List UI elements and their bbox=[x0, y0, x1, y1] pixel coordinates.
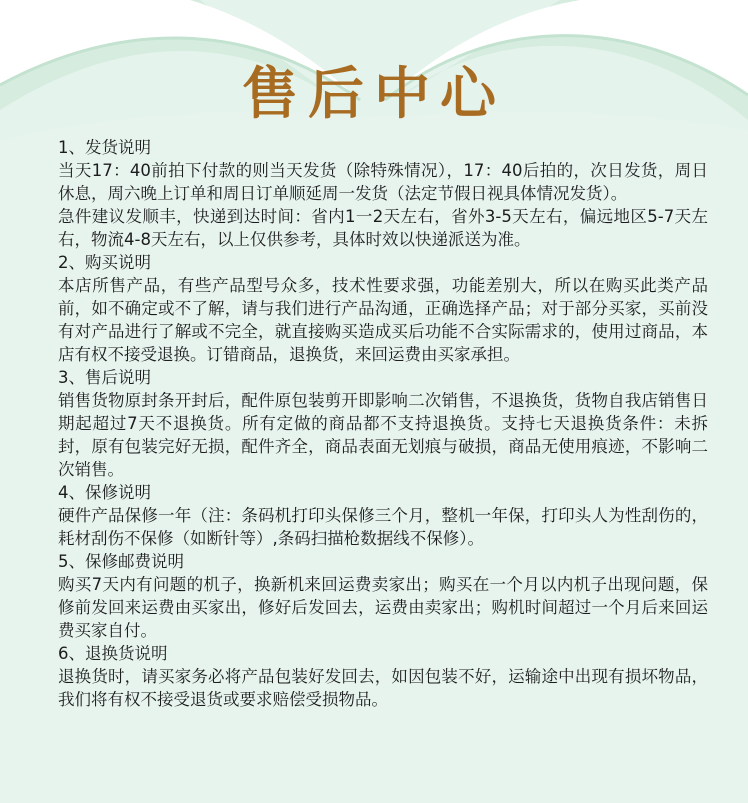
section-heading: 4、保修说明 bbox=[58, 483, 151, 502]
section-warranty bbox=[58, 481, 708, 550]
section-shipping bbox=[58, 136, 708, 251]
section-paragraph: 急件建议发顺丰，快递到达时间：省内1一2天左右，省外3-5天左右，偏远地区5-7天左右，物流4-8天左右，以上仅供参考，具体时效以快递派送为准。 bbox=[58, 207, 708, 249]
section-paragraph: 当天17：40前拍下付款的则当天发货（除特殊情况），17：40后拍的，次日发货，周日休息，周六晚上订单和周日订单顺延周一发货（法定节假日视具体情况发货）。 bbox=[58, 161, 708, 203]
content-body bbox=[58, 136, 708, 711]
section-paragraph: 本店所售产品，有些产品型号众多，技术性要求强，功能差别大，所以在购买此类产品前，如不确定或不了解，请与我们进行产品沟通，正确选择产品；对于部分买家，买前没有对产品进行了解或不完全，就直接购买造成买后功能不合实际需求的，使用过商品，本店有权不接受退换。订错商品，退换货，来回运费由买家承担。 bbox=[58, 276, 708, 364]
section-purchase bbox=[58, 251, 708, 366]
page-title: 售后中心 bbox=[242, 62, 506, 127]
section-paragraph: 购买7天内有问题的机子，换新机来回运费卖家出；购买在一个月以内机子出现问题，保修前发回来运费由买家出，修好后发回去，运费由卖家出；购机时间超过一个月后来回运费买家自付。 bbox=[58, 575, 708, 640]
section-paragraph: 销售货物原封条开封后，配件原包装剪开即影响二次销售，不退换货，货物自我店销售日期起超过7天不退换货。所有定做的商品都不支持退换货。支持七天退换货条件：未拆封，原有包装完好无损，配件齐全，商品表面无划痕与破损，商品无使用痕迹，不影响二次销售。 bbox=[58, 391, 708, 479]
section-returns bbox=[58, 642, 708, 711]
section-heading: 2、购买说明 bbox=[58, 253, 151, 272]
section-warranty-shipping bbox=[58, 550, 708, 642]
section-heading: 3、售后说明 bbox=[58, 368, 151, 387]
section-heading: 1、发货说明 bbox=[58, 138, 151, 157]
section-heading: 5、保修邮费说明 bbox=[58, 552, 184, 571]
section-paragraph: 退换货时，请买家务必将产品包装好发回去，如因包装不好，运输途中出现有损坏物品，我们将有权不接受退货或要求赔偿受损物品。 bbox=[58, 667, 708, 709]
section-heading: 6、退换货说明 bbox=[58, 644, 168, 663]
section-paragraph: 硬件产品保修一年（注：条码机打印头保修三个月，整机一年保，打印头人为性刮伤的，耗材刮伤不保修（如断针等）,条码扫描枪数据线不保修）。 bbox=[58, 506, 708, 548]
section-after-sales bbox=[58, 366, 708, 481]
